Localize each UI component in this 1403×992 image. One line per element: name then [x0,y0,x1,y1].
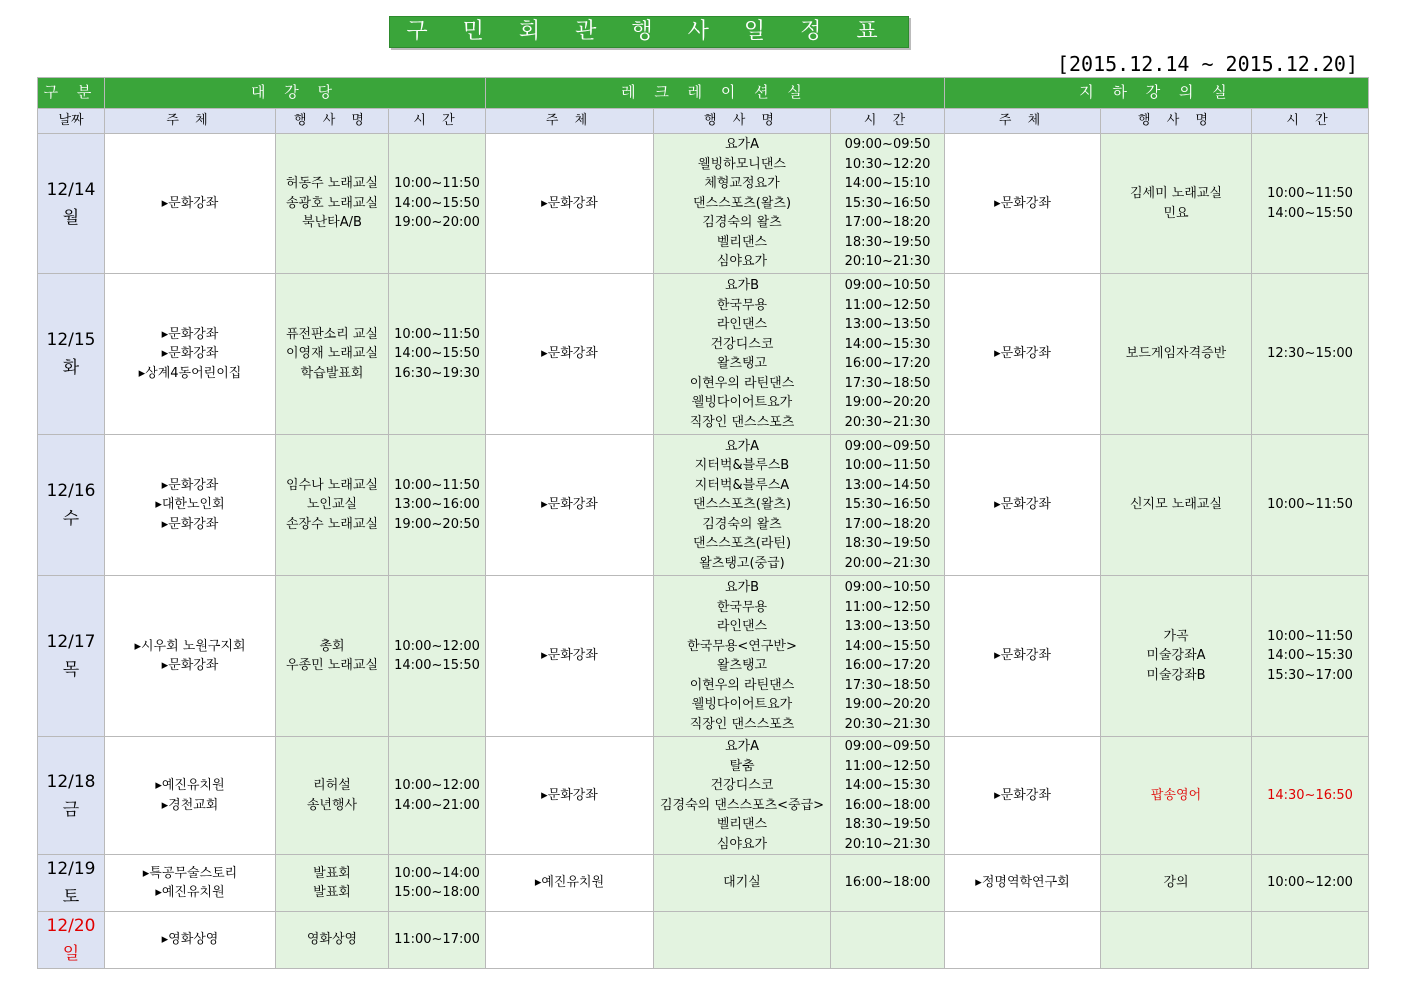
cell-line: ▸예진유치원 [155,778,225,793]
date-cell [38,576,105,737]
cell-line: 14:00~15:30 [844,336,931,352]
cell-line: 20:00~21:30 [844,555,931,571]
weekday-label: 목 [62,660,80,680]
rec-event-cell [654,737,831,855]
cell-line: ▸문화강좌 [994,346,1051,362]
cell-line: 16:00~17:20 [844,356,931,371]
cell-line: 요가B [724,278,760,293]
rec-host-cell [486,855,654,912]
cell-line: 직장인 댄스스포츠 [689,414,795,430]
hall-event-cell [276,855,389,912]
cell-line: 19:00~20:20 [844,697,931,712]
cell-line: 보드게임자격증반 [1125,346,1227,362]
cell-line: 한국무용<연구반> [687,638,797,654]
cell-line: 팝송영어 [1150,787,1202,803]
cell-line: 15:30~17:00 [1267,667,1353,683]
header-hall-time: 시 간 [389,109,486,134]
date-cell [38,912,105,969]
base-event-cell [1101,912,1252,969]
base-time-cell [1252,134,1369,274]
base-time-cell [1252,576,1369,737]
cell-line: 이현우의 라틴댄스 [689,677,795,693]
cell-line: 09:00~09:50 [844,739,931,754]
schedule-period: [2015.12.14 ~ 2015.12.20] [1056,52,1358,76]
rec-host-cell [486,576,654,737]
hall-time-cell [389,855,486,912]
cell-line: 09:00~10:50 [844,278,931,293]
cell-line: 왈츠탱고(중급) [699,555,785,571]
weekday-label: 토 [62,887,80,907]
cell-line: 벨리댄스 [716,817,768,832]
cell-line: 댄스스포츠(왈츠) [692,497,792,513]
cell-line: 16:30~19:30 [394,365,480,381]
cell-line: 10:00~11:50 [1267,186,1353,201]
cell-line: 건강디스코 [710,778,774,793]
hall-host-cell [105,855,276,912]
rec-host-cell [486,435,654,576]
cell-line: ▸예진유치원 [534,875,605,891]
cell-line: 라인댄스 [716,619,768,634]
rec-time-cell [831,274,945,435]
date-label: 12/15 [46,330,96,350]
cell-line: 14:00~15:50 [394,195,480,211]
cell-line: ▸문화강좌 [161,326,219,342]
header-basement-lecture-room: 지 하 강 의 실 [945,78,1369,109]
date-label: 12/19 [46,859,96,879]
weekday-label: 월 [62,207,80,228]
cell-line: 09:00~10:50 [844,580,931,595]
rec-event-cell [654,576,831,737]
schedule-row [38,435,1369,576]
cell-line: ▸특공무술스토리 [142,865,238,881]
cell-line: 16:00~18:00 [844,797,931,813]
hall-time-cell [389,435,486,576]
cell-line: 댄스스포츠(라틴) [692,536,792,552]
header-base-event: 행 사 명 [1101,109,1252,134]
cell-line: 요가B [724,580,760,595]
date-cell [38,855,105,912]
cell-line: 한국무용 [716,297,768,313]
cell-line: ▸문화강좌 [994,195,1051,211]
cell-line: ▸문화강좌 [161,477,219,493]
cell-line: 17:30~18:50 [844,677,931,693]
base-host-cell [945,576,1101,737]
cell-line: 10:30~12:20 [844,156,931,172]
header-main-hall: 대 강 당 [105,78,486,109]
cell-line: 송년행사 [306,797,358,813]
cell-line: 왈츠탱고 [716,356,768,371]
header-hall-host: 주 체 [105,109,276,134]
cell-line: 18:30~19:50 [844,536,931,552]
rec-event-cell [654,435,831,576]
cell-line: 건강디스코 [710,336,774,352]
rec-host-cell [486,737,654,855]
cell-line: 11:00~17:00 [394,932,480,948]
header-recreation-room: 레 크 레 이 션 실 [486,78,945,109]
cell-line: 13:00~13:50 [844,317,931,332]
date-cell [38,274,105,435]
cell-line: 이현우의 라틴댄스 [689,375,795,391]
hall-event-cell [276,435,389,576]
date-label: 12/17 [46,632,96,652]
cell-line: 노인교실 [306,497,358,513]
hall-host-cell [105,274,276,435]
header-date: 날짜 [38,109,105,134]
cell-line: ▸경천교회 [161,797,219,813]
cell-line: 요가A [724,739,759,754]
hall-event-cell [276,274,389,435]
date-cell [38,134,105,274]
cell-line: 17:00~18:20 [844,215,931,231]
rec-event-cell [654,855,831,912]
header-row-sections [38,78,1369,109]
cell-line: 11:00~12:50 [844,599,931,615]
cell-line: ▸문화강좌 [541,787,598,803]
date-label: 12/18 [46,771,96,792]
hall-time-cell [389,576,486,737]
cell-line: 14:00~15:30 [844,778,931,793]
cell-line: 14:00~15:50 [844,638,931,654]
rec-time-cell [831,576,945,737]
cell-line: 요가A [724,137,759,153]
cell-line: 퓨전판소리 교실 [285,326,379,342]
base-time-cell [1252,737,1369,855]
cell-line: 왈츠탱고 [716,658,768,673]
cell-line: 14:00~21:00 [394,797,480,813]
cell-line: 20:30~21:30 [844,716,931,732]
cell-line: 요가A [724,438,759,454]
cell-line: 미술강좌B [1146,667,1206,683]
cell-line: 20:10~21:30 [844,836,931,852]
cell-line: 09:00~09:50 [844,137,931,153]
hall-host-cell [105,134,276,274]
schedule-body [38,134,1369,969]
rec-time-cell [831,912,945,969]
cell-line: ▸예진유치원 [155,885,225,900]
cell-line: 지터벅&블루스A [694,477,790,493]
schedule-row [38,737,1369,855]
cell-line: ▸문화강좌 [994,497,1051,513]
cell-line: 10:00~11:50 [1267,497,1353,513]
cell-line: 17:00~18:20 [844,516,931,532]
base-time-cell [1252,855,1369,912]
base-host-cell [945,274,1101,435]
cell-line: 발표회 [313,885,351,900]
cell-line: 15:00~18:00 [394,885,480,900]
schedule-row [38,134,1369,274]
cell-line: ▸문화강좌 [994,648,1051,664]
hall-event-cell [276,576,389,737]
hall-host-cell [105,912,276,969]
header-rec-host: 주 체 [486,109,654,134]
date-cell [38,737,105,855]
cell-line: 학습발표회 [300,365,364,381]
cell-line: 14:00~15:50 [394,346,480,362]
cell-line: 웰빙다이어트요가 [691,697,793,712]
cell-line: 14:00~15:50 [394,658,480,673]
cell-line: 리허설 [313,778,351,793]
cell-line: 허동주 노래교실 [285,176,379,192]
schedule-row [38,274,1369,435]
cell-line: 라인댄스 [716,317,768,332]
schedule-row [38,912,1369,969]
cell-line: 15:30~16:50 [844,195,931,211]
cell-line: 18:30~19:50 [844,234,931,250]
cell-line: 10:00~12:00 [394,778,480,793]
header-row-columns [38,109,1369,134]
hall-time-cell [389,737,486,855]
cell-line: 총회 [319,638,345,654]
cell-line: ▸문화강좌 [161,195,219,211]
base-event-cell [1101,737,1252,855]
cell-line: 체형교정요가 [704,176,780,192]
hall-event-cell [276,134,389,274]
cell-line: 16:00~17:20 [844,658,931,673]
header-rec-event: 행 사 명 [654,109,831,134]
cell-line: ▸상계4동어린이집 [138,365,242,381]
cell-line: ▸문화강좌 [161,516,219,532]
date-cell [38,435,105,576]
cell-line: 10:00~11:50 [394,477,480,493]
header-base-time: 시 간 [1252,109,1369,134]
cell-line: 발표회 [313,865,351,881]
cell-line: 탈춤 [729,758,755,774]
cell-line: 웰빙다이어트요가 [691,395,793,410]
weekday-label: 화 [62,358,80,378]
cell-line: 심야요가 [716,254,768,270]
base-event-cell [1101,134,1252,274]
cell-line: 16:00~18:00 [844,875,931,891]
cell-line: 김경숙의 댄스스포츠<중급> [659,797,825,813]
header-rec-time: 시 간 [831,109,945,134]
cell-line: 이영재 노래교실 [285,346,379,362]
schedule-table [37,77,1369,969]
date-label: 12/20 [46,916,96,936]
hall-time-cell [389,912,486,969]
cell-line: 손장수 노래교실 [285,516,379,532]
cell-line: 14:00~15:30 [1267,648,1353,664]
cell-line: ▸문화강좌 [541,497,598,513]
weekday-label: 금 [62,799,80,820]
base-host-cell [945,912,1101,969]
hall-event-cell [276,737,389,855]
cell-line: 12:30~15:00 [1267,346,1353,362]
date-label: 12/16 [46,481,96,501]
base-host-cell [945,855,1101,912]
cell-line: 한국무용 [716,599,768,615]
hall-event-cell [276,912,389,969]
cell-line: 지터벅&블루스B [694,458,790,474]
cell-line: ▸문화강좌 [994,787,1051,803]
rec-host-cell [486,274,654,435]
hall-time-cell [389,274,486,435]
base-host-cell [945,435,1101,576]
cell-line: 10:00~11:50 [1267,628,1353,644]
cell-line: ▸문화강좌 [541,648,598,664]
cell-line: 강의 [1163,875,1189,891]
cell-line: ▸문화강좌 [541,346,598,362]
cell-line: 신지모 노래교실 [1129,497,1223,513]
cell-line: 송광호 노래교실 [285,195,379,211]
cell-line: 11:00~12:50 [844,758,931,774]
cell-line: 20:10~21:30 [844,254,931,270]
cell-line: ▸문화강좌 [161,346,219,362]
cell-line: 13:00~16:00 [394,497,480,513]
cell-line: 10:00~14:00 [394,865,480,881]
cell-line: 19:00~20:50 [394,516,480,532]
cell-line: 민요 [1163,205,1189,221]
base-time-cell [1252,435,1369,576]
cell-line: 김경숙의 왈츠 [702,516,782,532]
cell-line: 20:30~21:30 [844,414,931,430]
base-event-cell [1101,435,1252,576]
schedule-row [38,855,1369,912]
rec-time-cell [831,435,945,576]
cell-line: 10:00~11:50 [844,458,931,474]
schedule-row [38,576,1369,737]
rec-time-cell [831,134,945,274]
cell-line: 우종민 노래교실 [285,658,379,673]
hall-host-cell [105,737,276,855]
rec-event-cell [654,274,831,435]
cell-line: ▸영화상영 [161,932,219,948]
weekday-label: 수 [62,509,80,529]
cell-line: 09:00~09:50 [844,438,931,454]
page-title: 구 민 회 관 행 사 일 정 표 [389,16,909,48]
base-host-cell [945,737,1101,855]
header-base-host: 주 체 [945,109,1101,134]
cell-line: 가곡 [1163,628,1189,644]
rec-host-cell [486,912,654,969]
cell-line: 18:30~19:50 [844,817,931,832]
cell-line: 임수나 노래교실 [285,477,379,493]
date-label: 12/14 [46,179,96,200]
hall-time-cell [389,134,486,274]
base-event-cell [1101,274,1252,435]
weekday-label: 일 [62,944,80,964]
cell-line: 직장인 댄스스포츠 [689,716,795,732]
cell-line: 김세미 노래교실 [1129,186,1223,201]
hall-host-cell [105,435,276,576]
header-category: 구 분 [38,78,105,109]
cell-line: 19:00~20:00 [394,215,480,231]
cell-line: 14:00~15:10 [844,176,931,192]
cell-line: 15:30~16:50 [844,497,931,513]
cell-line: 김경숙의 왈츠 [702,215,782,231]
cell-line: 10:00~12:00 [1267,875,1353,891]
cell-line: ▸문화강좌 [541,195,598,211]
cell-line: 14:00~15:50 [1267,205,1353,221]
cell-line: 13:00~13:50 [844,619,931,634]
cell-line: 13:00~14:50 [844,477,931,493]
base-time-cell [1252,274,1369,435]
cell-line: 심야요가 [716,836,768,852]
cell-line: 10:00~12:00 [394,638,480,654]
cell-line: 댄스스포츠(왈츠) [692,195,792,211]
hall-host-cell [105,576,276,737]
base-host-cell [945,134,1101,274]
cell-line: 11:00~12:50 [844,297,931,313]
rec-event-cell [654,912,831,969]
cell-line: ▸문화강좌 [161,658,219,673]
cell-line: 10:00~11:50 [394,326,480,342]
header-hall-event: 행 사 명 [276,109,389,134]
rec-time-cell [831,737,945,855]
base-event-cell [1101,576,1252,737]
cell-line: 17:30~18:50 [844,375,931,391]
rec-host-cell [486,134,654,274]
base-time-cell [1252,912,1369,969]
rec-time-cell [831,855,945,912]
cell-line: ▸정명역학연구회 [975,875,1070,891]
rec-event-cell [654,134,831,274]
cell-line: 미술강좌A [1146,648,1206,664]
cell-line: 벨리댄스 [716,234,768,250]
cell-line: 북난타A/B [302,215,362,231]
cell-line: 19:00~20:20 [844,395,931,410]
cell-line: 14:30~16:50 [1267,787,1353,803]
cell-line: 영화상영 [306,932,358,948]
cell-line: 10:00~11:50 [394,176,480,192]
cell-line: ▸대한노인회 [155,497,225,513]
base-event-cell [1101,855,1252,912]
cell-line: ▸시우회 노원구지회 [134,638,246,654]
cell-line: 대기실 [723,875,761,891]
cell-line: 웰빙하모니댄스 [698,156,786,172]
